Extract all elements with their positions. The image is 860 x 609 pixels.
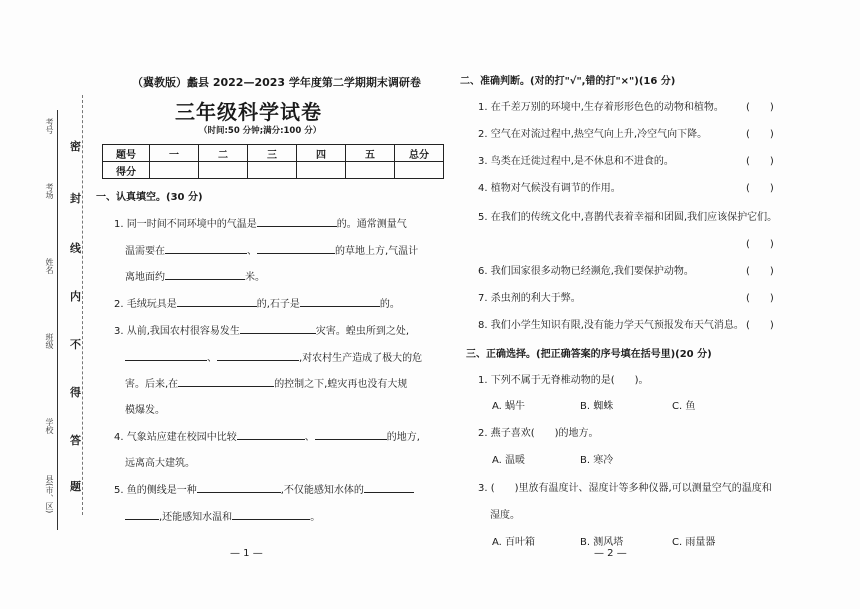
margin-label-county: 县(市、区) (45, 475, 54, 514)
seal-dashed-line (82, 95, 83, 515)
choice-3-stem-continued: 湿度。 (490, 510, 520, 521)
seal-char: 题 (70, 480, 81, 493)
page-title: 三年级科学试卷 (175, 100, 322, 124)
answer-blank[interactable] (217, 350, 299, 361)
question-1-line-2: 温需要在 、 的草地上方,气温计 (125, 242, 418, 257)
answer-paren[interactable]: ( ) (746, 320, 774, 331)
answer-paren[interactable]: ( ) (746, 129, 774, 140)
answer-blank[interactable] (364, 482, 414, 493)
margin-label-class: 班级 (45, 333, 54, 349)
question-1-line-3: 离地面约 米。 (125, 268, 265, 283)
question-3-line-3: 害。后来,在 的控制之下,蝗灾再也没有大规 (125, 375, 407, 390)
section-1-title: 一、认真填空。(30 分) (96, 192, 203, 203)
answer-blank[interactable] (257, 216, 337, 227)
question-1-line-1: 1. 同一时间不同环境中的气温是 的。通常测量气 (114, 215, 407, 230)
score-cell[interactable] (150, 162, 199, 179)
answer-blank[interactable] (240, 323, 316, 334)
question-2: 2. 毛绒玩具是 的,石子是 的。 (114, 295, 400, 310)
seal-char: 不 (70, 338, 81, 351)
answer-blank[interactable] (125, 509, 159, 520)
answer-blank[interactable] (237, 429, 305, 440)
choice-3-option-a[interactable]: A. 百叶箱 (492, 537, 536, 548)
answer-blank[interactable] (197, 482, 281, 493)
answer-paren[interactable]: ( ) (746, 156, 774, 167)
score-cell[interactable] (248, 162, 297, 179)
judge-item-3: 3. 鸟类在迁徙过程中,是不休息和不进食的。 (478, 156, 674, 167)
score-table-row (103, 162, 444, 179)
score-table-header: 五 (346, 145, 395, 162)
seal-char: 密 (70, 140, 81, 153)
question-4-line-1: 4. 气象站应建在校园中比较 、 的地方, (114, 428, 420, 443)
answer-blank[interactable] (232, 509, 310, 520)
answer-blank[interactable] (165, 269, 245, 280)
choice-3-stem: 3. ( )里放有温度计、湿度计等多种仪器,可以测量空气的温度和 (478, 483, 772, 494)
choice-3-option-b[interactable]: B. 测风塔 (580, 537, 624, 548)
choice-1-option-a[interactable]: A. 蜗牛 (492, 401, 526, 412)
score-table-header: 二 (199, 145, 248, 162)
answer-blank[interactable] (165, 243, 247, 254)
page-number-left: — 1 — (230, 548, 263, 559)
seal-char: 线 (70, 242, 81, 255)
score-table-header-row (103, 145, 444, 162)
page-number-right: — 2 — (594, 548, 627, 559)
answer-paren[interactable]: ( ) (746, 266, 774, 277)
margin-line (57, 110, 58, 530)
section-2-title: 二、准确判断。(对的打"√",错的打"×")(16 分) (460, 76, 676, 87)
score-cell[interactable] (199, 162, 248, 179)
question-4-line-2: 远离高大建筑。 (125, 458, 195, 469)
margin-label-exam-number: 考号 (45, 118, 54, 134)
score-table-header: 题号 (103, 145, 150, 162)
answer-paren[interactable]: ( ) (746, 183, 774, 194)
seal-char: 封 (70, 192, 81, 205)
answer-blank[interactable] (300, 296, 380, 307)
question-5-line-2: ,还能感知水温和 。 (125, 508, 320, 523)
question-3-line-2: 、 ,对农村生产造成了极大的危 (125, 349, 422, 364)
question-3-line-1: 3. 从前,我国农村很容易发生 灾害。蝗虫所到之处, (114, 322, 409, 337)
answer-blank[interactable] (178, 376, 274, 387)
judge-item-4: 4. 植物对气候没有调节的作用。 (478, 183, 621, 194)
score-cell[interactable] (395, 162, 444, 179)
margin-label-exam-room: 考场 (45, 183, 54, 199)
score-table-header: 总分 (395, 145, 444, 162)
judge-item-2: 2. 空气在对流过程中,热空气向上升,冷空气向下降。 (478, 129, 708, 140)
margin-label-school: 学校 (45, 418, 54, 434)
judge-item-6: 6. 我们国家很多动物已经濒危,我们要保护动物。 (478, 266, 694, 277)
judge-item-1: 1. 在千差万别的环境中,生存着形形色色的动物和植物。 (478, 102, 724, 113)
section-3-title: 三、正确选择。(把正确答案的序号填在括号里)(20 分) (466, 349, 712, 360)
choice-1-option-c[interactable]: C. 鱼 (672, 401, 696, 412)
choice-2-stem: 2. 燕子喜欢( )的地方。 (478, 428, 599, 439)
score-cell[interactable] (346, 162, 395, 179)
judge-item-5: 5. 在我们的传统文化中,喜鹊代表着幸福和团圆,我们应该保护它们。 (478, 212, 778, 223)
score-row-label: 得分 (103, 162, 150, 179)
answer-blank[interactable] (257, 243, 335, 254)
choice-3-option-c[interactable]: C. 雨量器 (672, 537, 716, 548)
score-table-header: 三 (248, 145, 297, 162)
seal-char: 内 (70, 290, 81, 303)
answer-blank[interactable] (315, 429, 387, 440)
seal-char: 答 (70, 434, 81, 447)
question-5-line-1: 5. 鱼的侧线是一种 ,不仅能感知水体的 (114, 481, 414, 496)
answer-paren[interactable]: ( ) (746, 239, 774, 250)
answer-paren[interactable]: ( ) (746, 102, 774, 113)
answer-paren[interactable]: ( ) (746, 293, 774, 304)
judge-item-7: 7. 杀虫剂的利大于弊。 (478, 293, 581, 304)
score-cell[interactable] (297, 162, 346, 179)
answer-blank[interactable] (177, 296, 257, 307)
exam-subtitle: （时间:50 分钟;满分:100 分） (199, 126, 322, 136)
choice-1-option-b[interactable]: B. 蜘蛛 (580, 401, 614, 412)
question-3-line-4: 模爆发。 (125, 405, 165, 416)
exam-header-line: （冀教版）蠡县 2022—2023 学年度第二学期期末调研卷 (132, 76, 421, 89)
choice-2-option-b[interactable]: B. 寒冷 (580, 455, 614, 466)
score-table (102, 144, 444, 179)
score-table-header: 四 (297, 145, 346, 162)
score-table-header: 一 (150, 145, 199, 162)
choice-2-option-a[interactable]: A. 温暖 (492, 455, 526, 466)
choice-1-stem: 1. 下列不属于无脊椎动物的是( )。 (478, 375, 649, 386)
seal-char: 得 (70, 386, 81, 399)
answer-blank[interactable] (125, 350, 207, 361)
margin-label-name: 姓名 (45, 258, 54, 274)
judge-item-8: 8. 我们小学生知识有限,没有能力学天气预报发布天气消息。 (478, 320, 744, 331)
